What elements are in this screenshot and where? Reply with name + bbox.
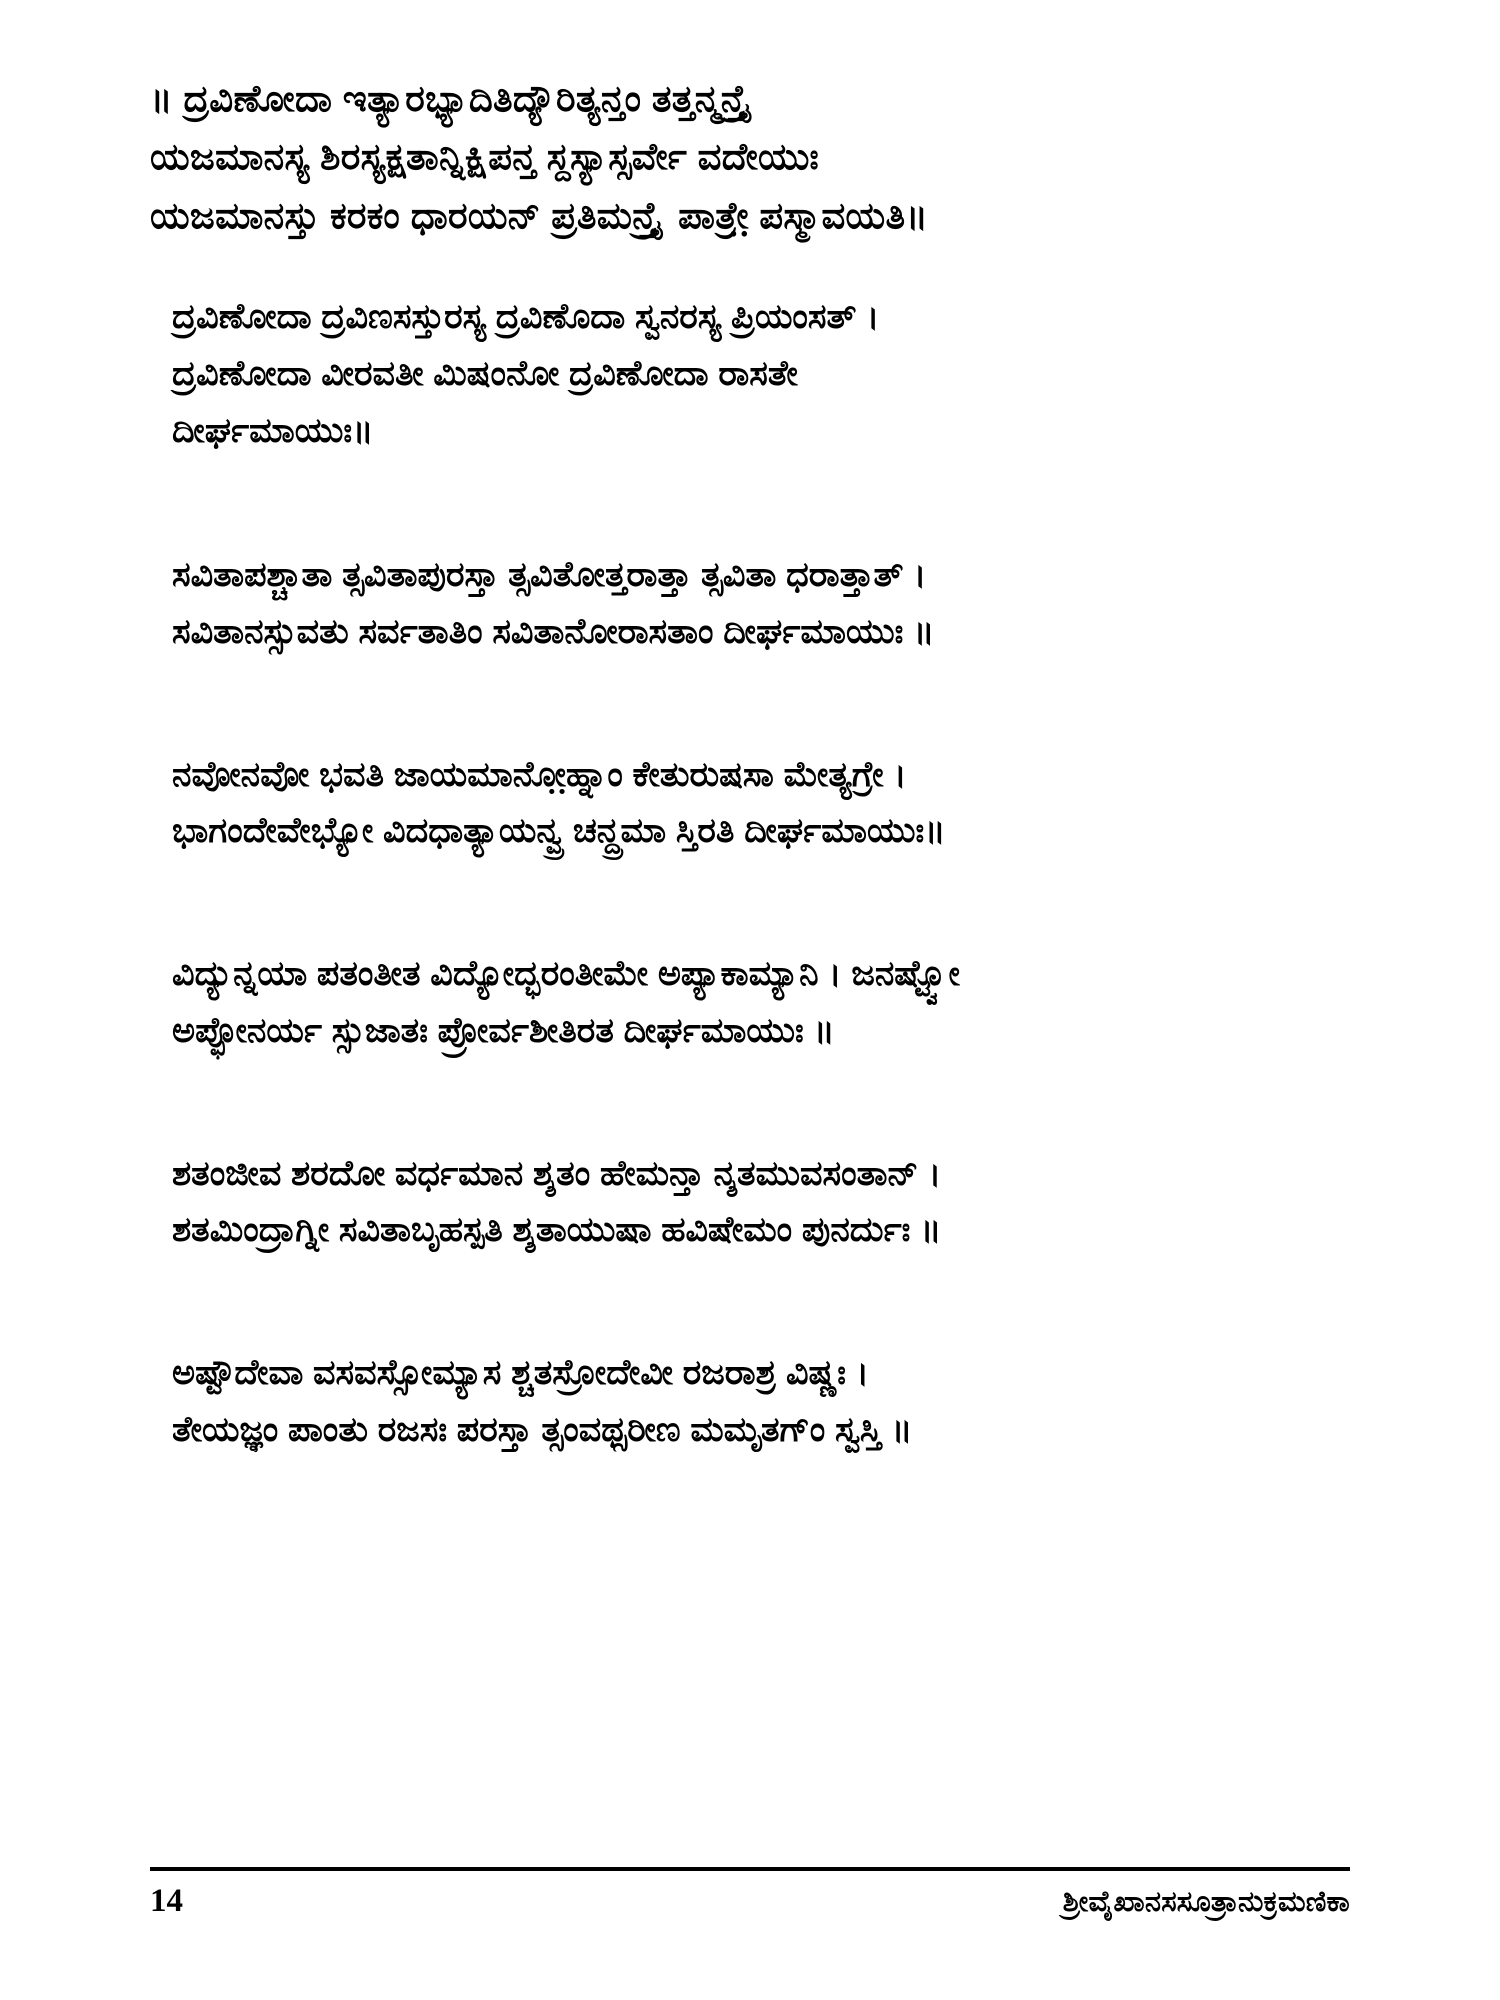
verse-line: ಶತಮಿಂದ್ರಾಗ್ನೀ ಸವಿತಾಬೃಹಸ್ಪತಿ ಶ್ಶತಾಯುಷಾ ಹವಿಷೇಮಂ ಪುನರ್ದುಃ ॥ <box>172 1210 942 1250</box>
verse-line: ಅಪ್ಫೋನರ್ಯ ಸ್ಸುಜಾತಃ ಪ್ರೋರ್ವಶೀತಿರತ ದೀರ್ಘಮಾಯುಃ ॥ <box>172 1010 835 1050</box>
verse-line: ಶತಂಜೀವ ಶರದೋ ವರ್ಧಮಾನ ಶ್ಶತಂ ಹೇಮನ್ತಾ ನ್ಶತಮುವಸಂತಾನ್ । <box>172 1153 942 1193</box>
intro-line: ಯಜಮಾನಸ್ಯ ಶಿರಸ್ಯಕ್ಷತಾನ್ನಿಕ್ಷಿಪನ್ತ ಸ್ದಸ್ಯಾಸ್ಸರ್ವೇ ವದೇಯುಃ <box>150 136 819 178</box>
verse-1 <box>172 289 1350 459</box>
verse-line: ಸವಿತಾನಸ್ಸುವತು ಸರ್ವತಾತಿಂ ಸವಿತಾನೋರಾಸತಾಂ ದೀರ್ಘಮಾಯುಃ ॥ <box>172 612 935 652</box>
verse-line: ದ್ರವಿಣೋದಾ ವೀರವತೀ ಮಿಷಂನೋ ದ್ರವಿಣೋದಾ ರಾಸತೇ <box>172 354 798 394</box>
verse-line: ತೇಯಜ್ಞಂ ಪಾಂತು ರಜಸಃ ಪರಸ್ತಾ ತ್ಸಂವಥ್ಸರೀಣ ಮಮೃತಗ್ಂ ಸ್ವಸ್ತಿ ॥ <box>172 1409 913 1449</box>
footer-book-title: ಶ್ರೀವೈಖಾನಸಸೂತ್ರಾನುಕ್ರಮಣಿಕಾ <box>1062 1886 1350 1918</box>
verse-line: ನವೋನವೋ ಭವತಿ ಜಾಯಮಾನೋ಼ಹ್ನಾಂ ಕೇತುರುಷಸಾ ಮೇತ್ಯಗ್ರೇ । <box>172 754 907 794</box>
verse-line: ಸವಿತಾಪಶ್ಚಾತಾ ತ್ಸವಿತಾಪುರಸ್ತಾ ತ್ಸವಿತೋತ್ತರಾತ್ತಾ ತ್ಸವಿತಾ ಧರಾತ್ತಾತ್ । <box>172 555 927 595</box>
verse-line: ವಿದ್ಯುನ್ನಯಾ ಪತಂತೀತ ವಿದ್ಯೋದ್ಭರಂತೀಮೇ ಅಪ್ಯಾಕಾಮ್ಯಾನಿ । ಜನಷ್ಟ್ವೋ <box>172 954 960 994</box>
page-footer <box>150 1867 1350 1920</box>
page-number: 14 <box>150 1883 183 1919</box>
verse-line: ಅಷ್ಟೌದೇವಾ ವಸವಸ್ಸೋಮ್ಯಾಸ ಶ್ಚತಸ್ರೋದೇವೀ ರಜರಾಶ್ರ ವಿಷ್ಣಃ । <box>172 1352 870 1392</box>
intro-line: ಯಜಮಾನಸ್ತು ಕರಕಂ ಧಾರಯನ್ ಪ್ರತಿಮನ್ತ್ರೈ ಪಾತ್ರೇ಼ ಪಸ್ಮಾವಯತಿ॥ <box>150 194 929 236</box>
verse-3 <box>172 747 1350 860</box>
verse-line: ದೀರ್ಘಮಾಯುಃ॥ <box>172 410 374 450</box>
verse-line: ಭಾಗಂದೇವೇಭ್ಯೋ ವಿದಧಾತ್ಯಾಯನ್ವ್ರ ಚನ್ದ್ರಮಾ ಸ್ತಿರತಿ ದೀರ್ಘಮಾಯುಃ॥ <box>172 811 946 851</box>
verse-4 <box>172 946 1350 1059</box>
intro-line: ॥ ದ್ರವಿಣೋದಾ ಇತ್ಯಾರಭ್ಯಾದಿತಿದ್ಯೌರಿತ್ಯನ್ತಂ ತತ್ತನ್ಮನ್ತ್ರೈ <box>150 78 757 119</box>
verse-5 <box>172 1146 1350 1259</box>
verse-6 <box>172 1345 1350 1458</box>
verse-2 <box>172 547 1350 660</box>
verse-line: ದ್ರವಿಣೋದಾ ದ್ರವಿಣಸಸ್ತುರಸ್ಯ ದ್ರವಿಣೊದಾ ಸ್ವನರಸ್ಯ ಪ್ರಿಯಂಸತ್ । <box>172 297 880 337</box>
intro-passage <box>150 70 1350 245</box>
footer-divider <box>150 1867 1350 1871</box>
